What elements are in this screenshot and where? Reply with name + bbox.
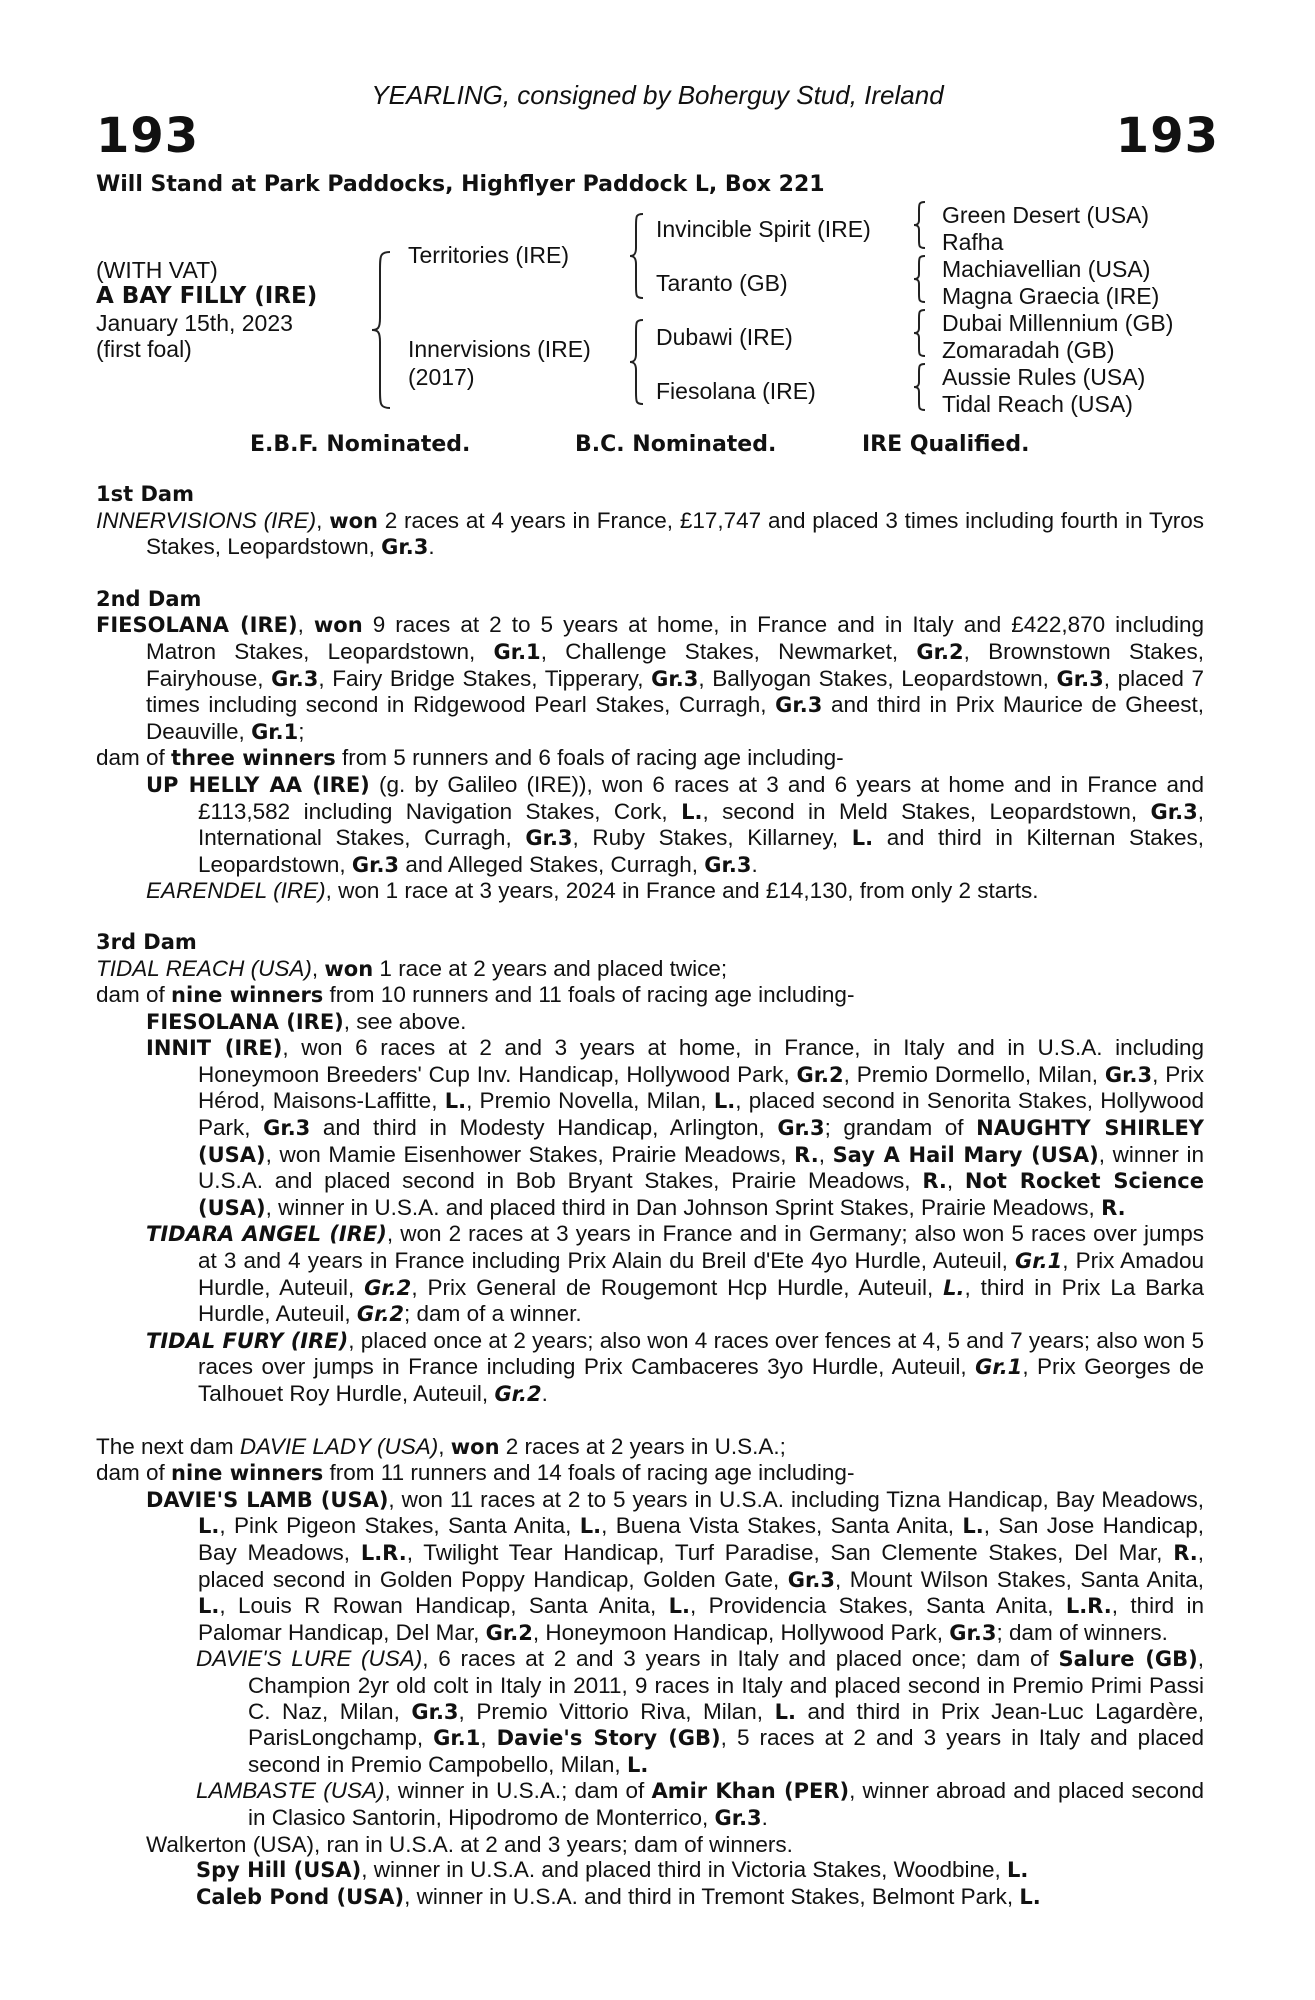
pedigree-brace-g78 <box>912 362 928 412</box>
first-dam-name: INNERVISIONS (IRE) <box>96 507 317 533</box>
produce-tidal-fury: TIDAL FURY (IRE), placed once at 2 years; also won 4 races over fences at 4, 5 and 7 years; also won 5 races over jumps in France including Prix Cambaceres 3yo Hurdle, Auteuil, Gr.1, Prix Georges de Talhouet Roy Hurdle, Auteuil, Gr.2. <box>146 1327 1205 1406</box>
second-dam-name: FIESOLANA (IRE) <box>96 613 298 638</box>
pedigree-dam-year: (2017) <box>408 364 475 390</box>
pedigree-sire: Territories (IRE) <box>408 242 570 268</box>
pedigree-brace-g34 <box>912 254 928 304</box>
second-dam-produce-line: dam of three winners from 5 runners and 6 foals of racing age including- <box>96 745 844 771</box>
pedigree-g6: Zomaradah (GB) <box>942 337 1115 363</box>
pedigree-brace-sire <box>628 212 646 300</box>
produce-tidara-angel: TIDARA ANGEL (IRE), won 2 races at 3 years in France and in Germany; also won 5 races over jumps at 3 and 4 years in France including Prix Alain du Breil d'Ete 4yo Hurdle, Auteuil, Gr.1, Prix Amadou Hurdle, Auteuil, Gr.2, Prix General de Rougemont Hcp Hurdle, Auteuil, L., third in Prix La Barka Hurdle, Auteuil, Gr.2; dam of a winner. <box>146 1221 1205 1327</box>
stand-location: Will Stand at Park Paddocks, Highflyer Paddock L, Box 221 <box>96 172 825 197</box>
pedigree-g4: Magna Graecia (IRE) <box>942 283 1160 309</box>
second-dam-paragraph: FIESOLANA (IRE), won 9 races at 2 to 5 years at home, in France and in Italy and £422,870 including Matron Stakes, Leopardstown, Gr.1, Challenge Stakes, Newmarket, Gr.2, Brownstown Stakes, Fairyhouse, Gr.3, Fairy Bridge Stakes, Tipperary, Gr.3, Ballyogan Stakes, Leopardstown, Gr.3, placed 7 times including second in Ridgewood Pearl Stakes, Curragh, Gr.3 and third in Prix Maurice de Gheest, Deauville, Gr.1; <box>96 612 1205 744</box>
pedigree-dam-sire: Dubawi (IRE) <box>656 324 793 350</box>
pedigree-g2: Rafha <box>942 229 1004 255</box>
consignment-line: YEARLING, consigned by Boherguy Stud, Ireland <box>371 80 944 110</box>
next-dam-paragraph: The next dam DAVIE LADY (USA), won 2 races at 2 years in U.S.A.; <box>96 1433 786 1459</box>
second-dam-heading: 2nd Dam <box>96 586 202 611</box>
lot-number-left: 193 <box>96 108 200 164</box>
lot-number-right: 193 <box>1115 108 1219 164</box>
produce-spy-hill: Spy Hill (USA), winner in U.S.A. and placed third in Victoria Stakes, Woodbine, L. <box>196 1857 1029 1883</box>
pedigree-dam-dam: Fiesolana (IRE) <box>656 378 816 404</box>
pedigree-brace-g12 <box>912 200 928 250</box>
third-dam-produce-line: dam of nine winners from 10 runners and 11 foals of racing age including- <box>96 982 855 1008</box>
pedigree-sire-dam: Taranto (GB) <box>656 270 788 296</box>
produce-up-helly-aa: UP HELLY AA (IRE) (g. by Galileo (IRE)), won 6 races at 3 and 6 years at home and in France and £113,582 including Navigation Stakes, Cork, L., second in Meld Stakes, Leopardstown, Gr.3, International Stakes, Curragh, Gr.3, Ruby Stakes, Killarney, L. and third in Kilternan Stakes, Leopardstown, Gr.3 and Alleged Stakes, Curragh, Gr.3. <box>146 771 1205 877</box>
ebf-nominated: E.B.F. Nominated. <box>250 432 471 457</box>
pedigree-brace-dam <box>628 318 646 406</box>
pedigree-brace-main <box>370 250 394 410</box>
pedigree-g8: Tidal Reach (USA) <box>942 391 1133 417</box>
catalogue-body <box>96 482 1204 1910</box>
subject-name: A BAY FILLY (IRE) <box>96 283 318 309</box>
subject-note: (first foal) <box>96 336 192 362</box>
produce-davies-lure: DAVIE'S LURE (USA), 6 races at 2 and 3 years in Italy and placed once; dam of Salure (GB), Champion 2yr old colt in Italy in 2011, 9 races in Italy and placed second in Premio Primi Passi C. Naz, Milan, Gr.3, Premio Vittorio Riva, Milan, L. and third in Prix Jean-Luc Lagardère, ParisLongchamp, Gr.1, Davie's Story (GB), 5 races at 2 and 3 years in Italy and placed second in Premio Campobello, Milan, L. <box>196 1646 1204 1777</box>
pedigree-g5: Dubai Millennium (GB) <box>942 310 1174 336</box>
pedigree-sire-sire: Invincible Spirit (IRE) <box>656 216 871 242</box>
third-dam-paragraph: TIDAL REACH (USA), won 1 race at 2 years and placed twice; <box>96 955 728 981</box>
produce-davies-lamb: DAVIE'S LAMB (USA), won 11 races at 2 to 5 years in U.S.A. including Tizna Handicap, Bay Meadows, L., Pink Pigeon Stakes, Santa Anita, L., Buena Vista Stakes, Santa Anita, L., San Jose Handicap, Bay Meadows, L.R., Twilight Tear Handicap, Turf Paradise, San Clemente Stakes, Del Mar, R., placed second in Golden Poppy Handicap, Golden Gate, Gr.3, Mount Wilson Stakes, Santa Anita, L., Louis R Rowan Handicap, Santa Anita, L., Providencia Stakes, Santa Anita, L.R., third in Palomar Handicap, Del Mar, Gr.2, Honeymoon Handicap, Hollywood Park, Gr.3; dam of winners. <box>146 1486 1205 1645</box>
pedigree-brace-g56 <box>912 308 928 358</box>
next-dam-produce-line: dam of nine winners from 11 runners and 14 foals of racing age including- <box>96 1460 855 1486</box>
pedigree-g7: Aussie Rules (USA) <box>942 364 1146 390</box>
first-dam-heading: 1st Dam <box>96 482 194 506</box>
bc-nominated: B.C. Nominated. <box>575 432 777 457</box>
produce-fiesolana: FIESOLANA (IRE), see above. <box>146 1008 467 1034</box>
ire-qualified: IRE Qualified. <box>862 432 1030 457</box>
produce-innit: INNIT (IRE), won 6 races at 2 and 3 years at home, in France, in Italy and in U.S.A. including Honeymoon Breeders' Cup Inv. Handicap, Hollywood Park, Gr.2, Premio Dormello, Milan, Gr.3, Prix Hérod, Maisons-Laffitte, L., Premio Novella, Milan, L., placed second in Senorita Stakes, Hollywood Park, Gr.3 and third in Modesty Handicap, Arlington, Gr.3; grandam of NAUGHTY SHIRLEY (USA), won Mamie Eisenhower Stakes, Prairie Meadows, R., Say A Hail Mary (USA), winner in U.S.A. and placed second in Bob Bryant Stakes, Prairie Meadows, R., Not Rocket Science (USA), winner in U.S.A. and placed third in Dan Johnson Sprint Stakes, Prairie Meadows, R. <box>146 1035 1205 1220</box>
pedigree-g3: Machiavellian (USA) <box>942 256 1151 282</box>
vat-label: (WITH VAT) <box>96 257 218 283</box>
produce-earendel: EARENDEL (IRE), won 1 race at 3 years, 2024 in France and £14,130, from only 2 starts. <box>146 878 1039 904</box>
pedigree-dam: Innervisions (IRE) <box>408 336 591 362</box>
first-dam-paragraph: INNERVISIONS (IRE), won 2 races at 4 years in France, £17,747 and placed 3 times including fourth in Tyros Stakes, Leopardstown, Gr.3. <box>96 507 1204 560</box>
produce-lambaste: LAMBASTE (USA), winner in U.S.A.; dam of Amir Khan (PER), winner abroad and placed second in Clasico Santorin, Hipodromo de Monterrico, Gr.3. <box>196 1778 1205 1830</box>
produce-caleb-pond: Caleb Pond (USA), winner in U.S.A. and third in Tremont Stakes, Belmont Park, L. <box>196 1883 1041 1909</box>
first-dam-won: won <box>329 508 378 533</box>
third-dam-heading: 3rd Dam <box>96 929 197 954</box>
produce-walkerton: Walkerton (USA), ran in U.S.A. at 2 and 3 years; dam of winners. <box>146 1831 793 1857</box>
pedigree-g1: Green Desert (USA) <box>942 202 1150 228</box>
subject-dob: January 15th, 2023 <box>96 310 293 336</box>
